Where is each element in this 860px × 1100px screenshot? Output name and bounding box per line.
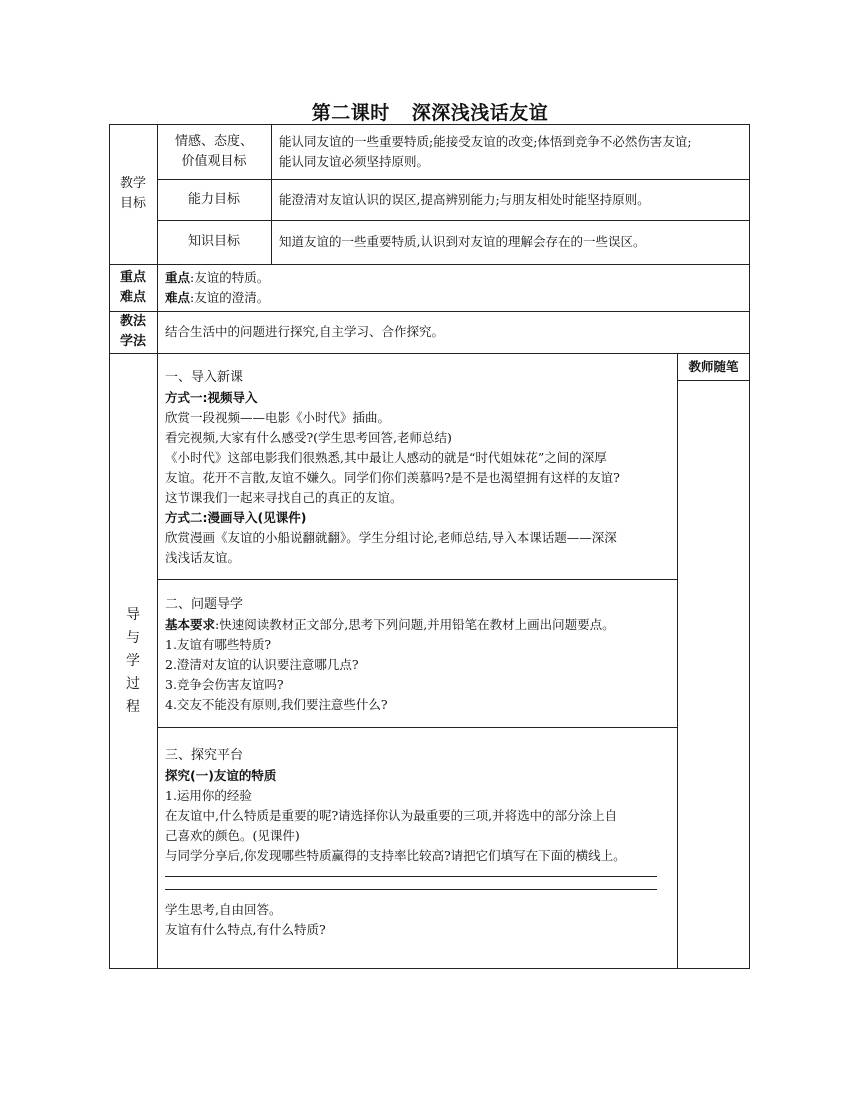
basic-requirement: 基本要求:快速阅读教材正文部分,思考下列问题,并用铅笔在教材上画出问题要点。 <box>165 617 615 632</box>
knowledge-objective-label: 知识目标 <box>187 234 240 249</box>
key-points-label: 重点 难点 <box>119 269 146 305</box>
section-heading: 三、探究平台 <box>165 748 244 763</box>
section-guided-questions <box>165 595 673 715</box>
paragraph-line: 1.运用你的经验 <box>165 788 252 803</box>
paragraph-line: 《小时代》这部电影我们很熟悉,其中最让人感动的就是“时代姐妹花”之间的深厚 <box>165 450 607 465</box>
emotion-objective-text: 能认同友谊的一些重要特质;能接受友谊的改变;体悟到竞争不必然伤害友谊; 能认同友谊必须坚持原则。 <box>279 133 692 169</box>
paragraph-line: 浅浅话友谊。 <box>165 550 241 565</box>
objectives-label: 教学 目标 <box>119 176 146 211</box>
methods-text: 结合生活中的问题进行探究,自主学习、合作探究。 <box>165 324 444 339</box>
ability-objective-text: 能澄清对友谊认识的误区,提高辨别能力;与朋友相处时能坚持原则。 <box>279 191 650 207</box>
paragraph-line: 友谊。花开不言散,友谊不嫌久。同学们你们羡慕吗?是不是也渴望拥有这样的友谊? <box>165 470 620 485</box>
paragraph-line: 在友谊中,什么特质是重要的呢?请选择你认为最重要的三项,并将选中的部分涂上自 <box>165 808 618 823</box>
way-two-title: 方式二:漫画导入(见课件) <box>165 510 307 525</box>
paragraph-line: 欣赏一段视频——电影《小时代》插曲。 <box>165 410 391 425</box>
methods-label: 教法 学法 <box>119 314 146 349</box>
question-item: 1.友谊有哪些特质? <box>165 637 272 652</box>
key-points-content <box>165 268 735 308</box>
paragraph-line: 看完视频,大家有什么感受?(学生思考回答,老师总结) <box>165 430 452 445</box>
lesson-plan-table <box>109 124 750 969</box>
ability-objective-label: 能力目标 <box>187 191 240 207</box>
section-exploration <box>165 746 673 940</box>
paragraph-line: 与同学分享后,你发现哪些特质赢得的支持率比较高?请把它们填写在下面的横线上。 <box>165 848 626 863</box>
teacher-notes-area <box>677 380 750 969</box>
way-one-title: 方式一:视频导入 <box>165 390 258 405</box>
emotion-objective-label: 情感、态度、 价值观目标 <box>174 133 253 169</box>
section-introduction <box>165 368 673 568</box>
paragraph-line: 这节课我们一起来寻找自己的真正的友谊。 <box>165 490 403 505</box>
section-heading: 二、问题导学 <box>165 597 244 612</box>
page-title <box>0 98 860 125</box>
explore-title: 探究(一)友谊的特质 <box>165 768 277 783</box>
difficult-point-text: :友谊的澄清。 <box>190 290 270 305</box>
paragraph-line: 己喜欢的颜色。(见课件) <box>165 828 300 843</box>
key-point-label: 重点 <box>165 270 191 285</box>
title-lesson-name: 深深浅浅话友谊 <box>411 102 549 124</box>
difficult-point-label: 难点 <box>165 290 191 305</box>
paragraph-line: 友谊有什么特点,有什么特质? <box>165 922 326 937</box>
answer-blank-line <box>165 889 657 890</box>
knowledge-objective-text: 知道友谊的一些重要特质,认识到对友谊的理解会存在的一些误区。 <box>279 234 646 249</box>
key-point-text: :友谊的特质。 <box>190 270 270 285</box>
process-label: 导 与 学 过 程 <box>126 606 140 715</box>
answer-blank-line <box>165 876 657 877</box>
teacher-notes-header: 教师随笔 <box>688 358 739 374</box>
paragraph-line: 学生思考,自由回答。 <box>165 902 282 917</box>
paragraph-line: 欣赏漫画《友谊的小船说翻就翻》。学生分组讨论,老师总结,导入本课话题——深深 <box>165 530 617 545</box>
question-item: 3.竞争会伤害友谊吗? <box>165 677 284 692</box>
section-heading: 一、导入新课 <box>165 370 244 385</box>
question-item: 2.澄清对友谊的认识要注意哪几点? <box>165 657 359 672</box>
question-item: 4.交友不能没有原则,我们要注意些什么? <box>165 697 388 712</box>
title-lesson-number: 第二课时 <box>311 102 390 124</box>
